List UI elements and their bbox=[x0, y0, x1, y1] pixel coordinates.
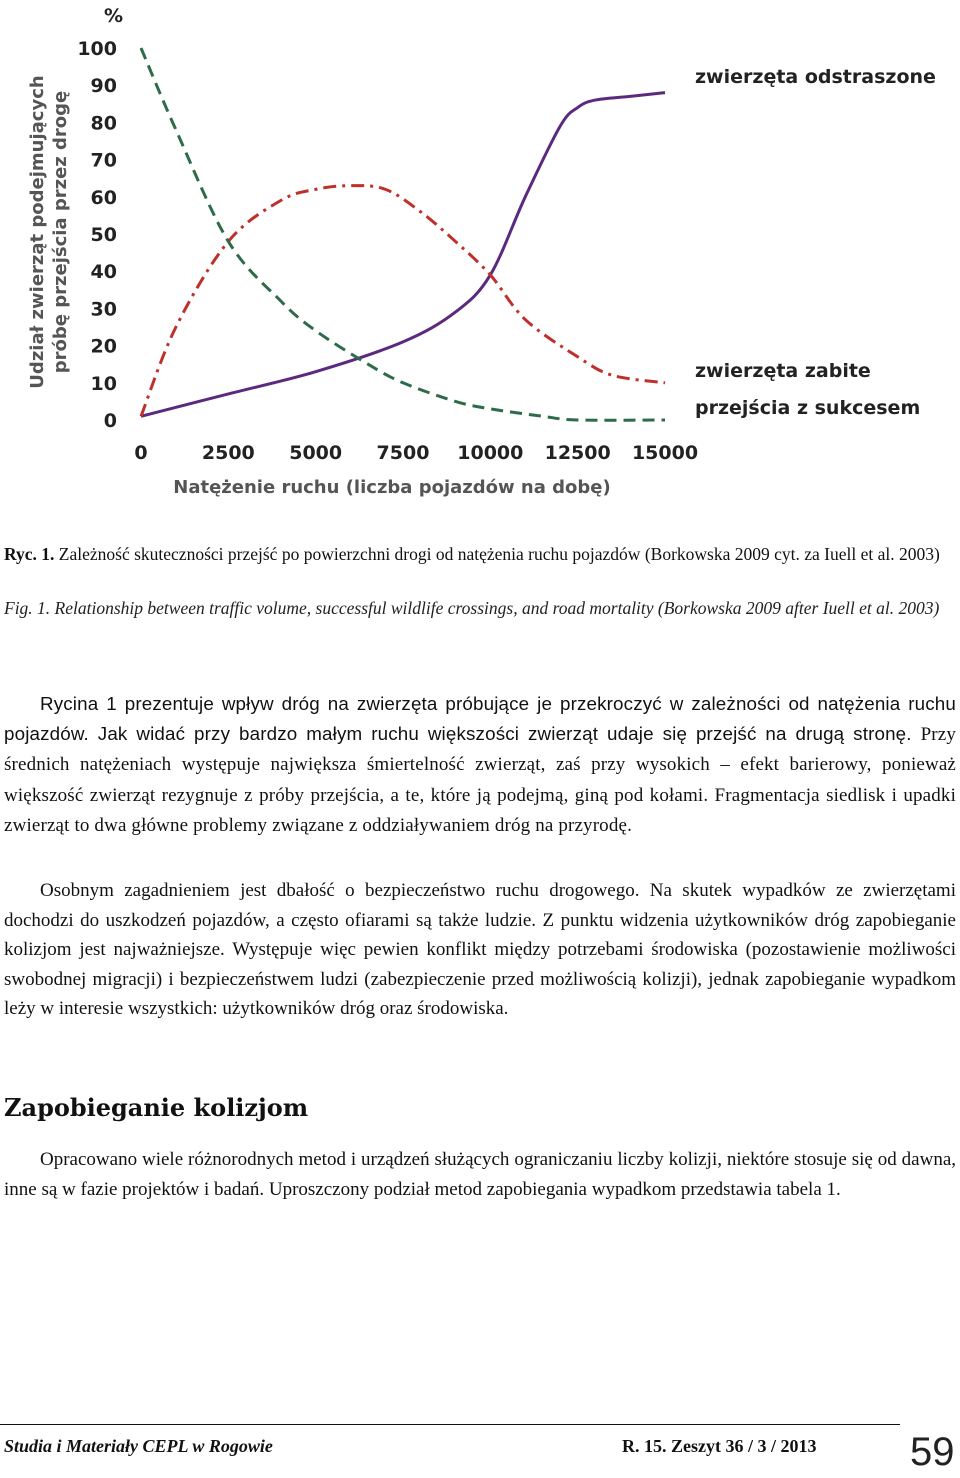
y-tick-label: 0 bbox=[103, 410, 117, 432]
paragraph-1b: Przy średnich natężeniach występuje największa śmiertelność zwierząt, zaś przy wysokich – efekt barierowy, ponieważ większość zwierząt rezygnuje z próby przejścia, a te, które ją podejmą, giną pod kołami. Fragmentacja siedlisk i upadki zwierząt to dwa główne problemy związane z oddziaływaniem dróg na przyrodę. bbox=[4, 723, 956, 837]
x-axis-label: Natężenie ruchu (liczba pojazdów na dobę) bbox=[173, 477, 611, 498]
caption-english: Fig. 1. Relationship between traffic volume, successful wildlife crossings, and road mortality (Borkowska 2009 after Iuell et al. 2003) bbox=[4, 598, 940, 618]
y-tick-label: 30 bbox=[90, 298, 117, 321]
y-tick-label: 70 bbox=[90, 149, 117, 172]
caption-polish bbox=[4, 541, 956, 567]
y-tick-label: 80 bbox=[90, 112, 117, 135]
y-tick-label: 10 bbox=[90, 372, 117, 395]
x-tick-label: 0 bbox=[134, 442, 148, 464]
x-tick-label: 10000 bbox=[457, 442, 524, 464]
y-axis-label-line1: Udział zwierząt podejmujących bbox=[27, 75, 48, 389]
x-tick-label: 12500 bbox=[544, 442, 611, 464]
caption-polish-text: Zależność skuteczności przejść po powierzchni drogi od natężenia ruchu pojazdów (Borkowska 2009 cyt. za Iuell et al. 2003) bbox=[58, 544, 940, 564]
legend-label-deterred: zwierzęta odstraszone bbox=[695, 66, 936, 88]
y-tick-label: 40 bbox=[90, 261, 117, 284]
footer-divider bbox=[0, 1424, 900, 1425]
y-tick-label: 20 bbox=[90, 335, 117, 358]
y-tick-label: 50 bbox=[90, 224, 117, 246]
x-tick-labels bbox=[134, 442, 698, 464]
footer-journal: Studia i Materiały CEPL w Rogowie bbox=[4, 1436, 273, 1456]
paragraph-2: Osobnym zagadnieniem jest dbałość o bezpieczeństwo ruchu drogowego. Na skutek wypadków ze zwierzętami dochodzi do uszkodzeń pojazdów, a często ofiarami są także ludzie. Z punktu widzenia użytkowników dróg zapobieganie kolizjom jest najważniejsze. Występuje więc pewien konflikt między potrzebami środowiska (pozostawienie możliwości swobodnej migracji) i bezpieczeństwem ludzi (zabezpieczenie przed możliwością kolizji), jednak zapobieganie wypadkom leży w interesie wszystkich: użytkowników dróg oraz środowiska. bbox=[4, 880, 956, 1020]
y-tick-label: 60 bbox=[90, 186, 117, 209]
section-heading: Zapobieganie kolizjom bbox=[4, 1093, 309, 1122]
x-tick-label: 5000 bbox=[289, 442, 343, 464]
x-tick-label: 15000 bbox=[631, 442, 699, 464]
caption-polish-label: Ryc. 1. bbox=[4, 544, 55, 564]
y-tick-label: 100 bbox=[77, 38, 117, 60]
x-tick-label: 2500 bbox=[201, 442, 255, 464]
legend-label-successful: przejścia z sukcesem bbox=[695, 397, 921, 419]
paragraph-1 bbox=[4, 689, 956, 841]
footer-issue: R. 15. Zeszyt 36 / 3 / 2013 bbox=[622, 1436, 817, 1456]
traffic-chart bbox=[0, 0, 936, 510]
paragraph-3: Opracowano wiele różnorodnych metod i urządzeń służących ograniczaniu liczby kolizji, niektóre stosuje się od dawna, inne są w fazie projektów i badań. Uproszczony podział metod zapobiegania wypadkom przedstawia tabela 1. bbox=[4, 1149, 956, 1200]
paragraph-1a: Rycina 1 prezentuje wpływ dróg na zwierzęta próbujące je przekroczyć w zależności od natężenia ruchu pojazdów. Jak widać przy bardzo małym ruchu większości zwierząt udaje się przejść na drugą stronę. bbox=[4, 693, 956, 744]
legend-label-killed: zwierzęta zabite bbox=[695, 360, 871, 382]
y-axis-label-line2: próbę przejścia przez drogę bbox=[50, 90, 71, 374]
x-tick-label: 7500 bbox=[376, 442, 430, 464]
y-unit-label: % bbox=[104, 5, 124, 27]
page-number: 59 bbox=[910, 1430, 955, 1474]
series-lines bbox=[141, 48, 665, 420]
y-tick-labels bbox=[77, 38, 117, 432]
y-tick-label: 90 bbox=[90, 75, 117, 98]
